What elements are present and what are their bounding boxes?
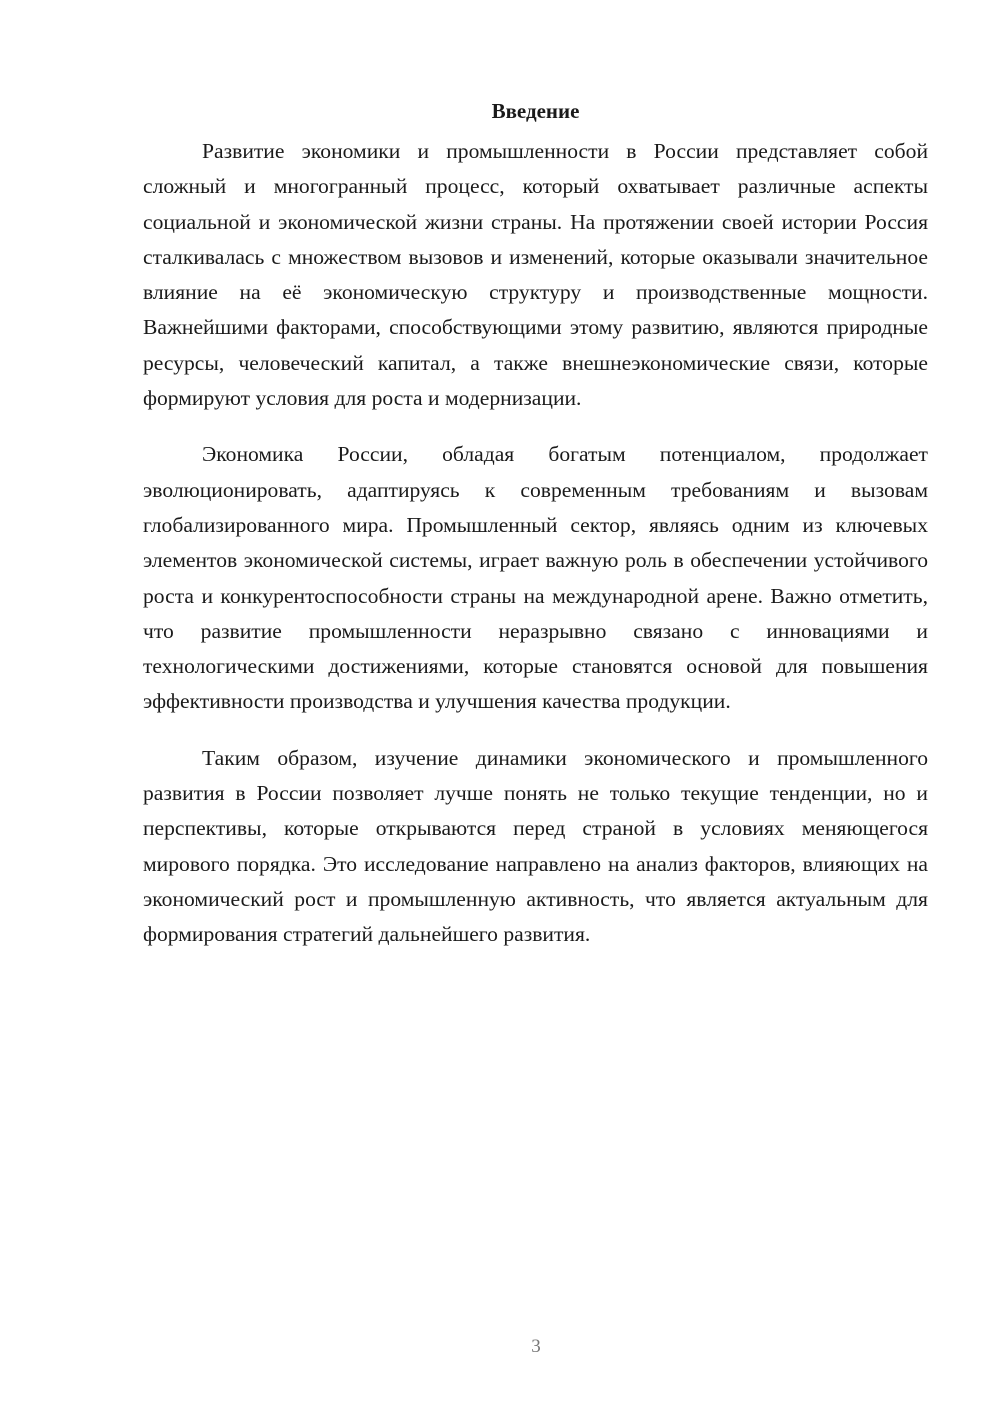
paragraph-2: Экономика России, обладая богатым потенциалом, продолжает эволюционировать, адаптируясь к современным требованиям и вызовам глобализированного мира. Промышленный сектор, являясь одним из ключевых элементов экономической системы, играет важную роль в обеспечении устойчивого роста и конкурентоспособности страны на международной арене. Важно отметить, что развитие промышленности неразрывно связано с инновациями и технологическими достижениями, которые становятся основой для повышения эффективности производства и улучшения качества продукции. <box>143 442 928 714</box>
page-content <box>143 98 928 974</box>
section-heading: Введение <box>491 99 580 123</box>
page-number: 3 <box>531 1336 541 1357</box>
paragraph-3: Таким образом, изучение динамики экономического и промышленного развития в России позволяет лучше понять не только текущие тенденции, но и перспективы, которые открываются перед страной в условиях меняющегося мирового порядка. Это исследование направлено на анализ факторов, влияющих на экономический рост и промышленную активность, что является актуальным для формирования стратегий дальнейшего развития. <box>143 745 928 947</box>
paragraph-1: Развитие экономики и промышленности в России представляет собой сложный и многогранный процесс, который охватывает различные аспекты социальной и экономической жизни страны. На протяжении своей истории Россия сталкивалась с множеством вызовов и изменений, которые оказывали значительное влияние на её экономическую структуру и производственные мощности. Важнейшими факторами, способствующими этому развитию, являются природные ресурсы, человеческий капитал, а также внешнеэкономические связи, которые формируют условия для роста и модернизации. <box>143 139 928 411</box>
